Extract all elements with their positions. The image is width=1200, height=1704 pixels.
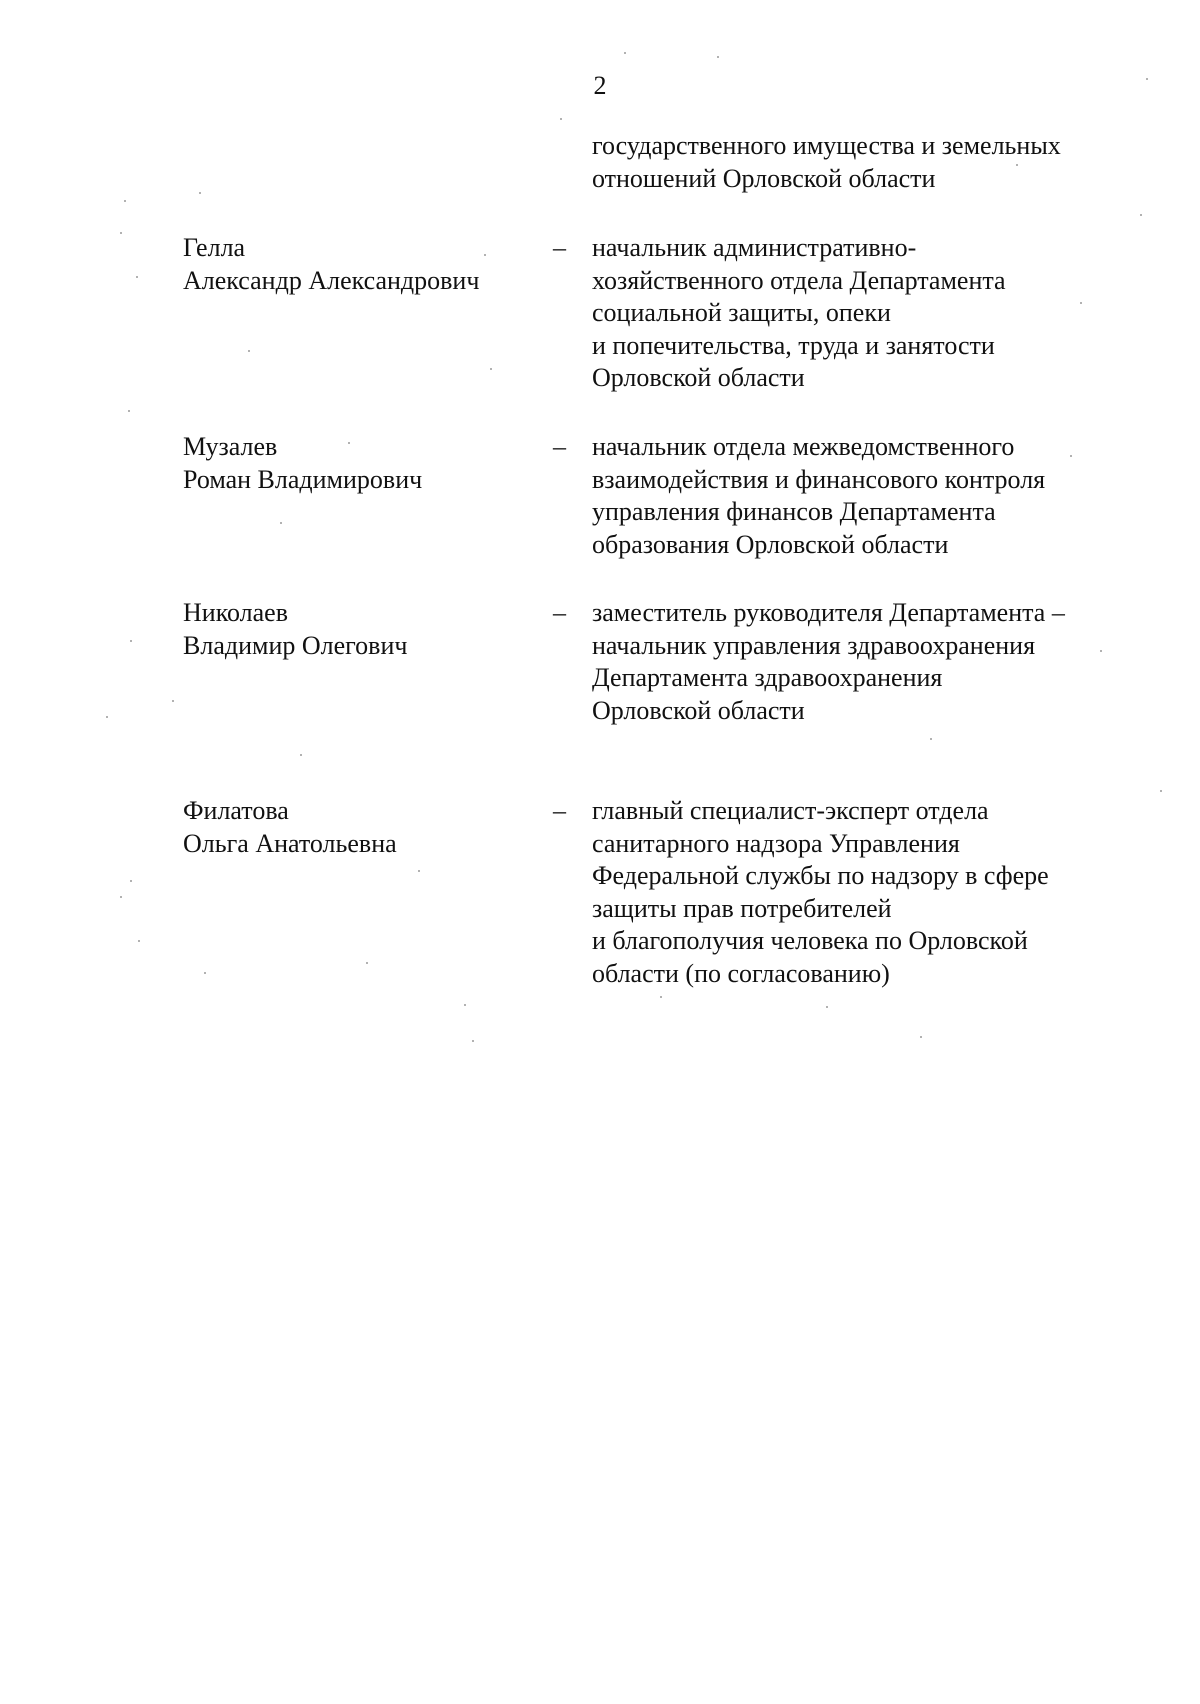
- scan-speck: [930, 738, 932, 740]
- scan-speck: [660, 996, 662, 998]
- position-line: взаимодействия и финансового контроля: [592, 464, 1046, 494]
- position-line: начальник отдела межведомственного: [592, 432, 1015, 461]
- scan-speck: [826, 1006, 828, 1008]
- member-given-names: Владимир Олегович: [183, 630, 408, 660]
- member-position: [592, 431, 1045, 561]
- scan-speck: [120, 896, 122, 898]
- scan-speck: [124, 200, 126, 202]
- position-line: начальник административно-: [592, 233, 917, 262]
- scan-speck: [138, 940, 140, 942]
- position-line: отношений Орловской области: [592, 163, 936, 193]
- scan-speck: [172, 700, 174, 702]
- position-line: хозяйственного отдела Департамента: [592, 265, 1006, 295]
- position-line: государственного имущества и земельных: [592, 131, 1061, 160]
- scan-speck: [1140, 214, 1142, 216]
- scan-speck: [920, 1036, 922, 1038]
- continued-position-text: [592, 130, 1061, 195]
- scan-speck: [484, 254, 486, 256]
- scan-speck: [1080, 302, 1082, 304]
- member-surname: Николаев: [183, 598, 288, 627]
- member-given-names: Александр Александрович: [183, 265, 480, 295]
- member-position: [592, 795, 1049, 990]
- separator-dash: –: [553, 796, 566, 825]
- position-line: и благополучия человека по Орловской: [592, 926, 1028, 955]
- member-name: [183, 232, 479, 297]
- scan-speck: [1016, 164, 1018, 166]
- scan-speck: [624, 52, 626, 54]
- scan-speck: [199, 192, 201, 194]
- position-line: и попечительства, труда и занятости: [592, 330, 995, 360]
- member-name: [183, 795, 397, 860]
- scan-speck: [717, 56, 719, 58]
- member-given-names: Ольга Анатольевна: [183, 828, 397, 858]
- scan-speck: [1146, 78, 1148, 80]
- member-surname: Филатова: [183, 796, 289, 825]
- position-line: защиты прав потребителей: [592, 893, 892, 923]
- member-name: [183, 597, 407, 662]
- scan-speck: [464, 1004, 466, 1006]
- position-line: области (по согласованию): [592, 958, 890, 988]
- member-surname: Музалев: [183, 432, 278, 461]
- position-line: заместитель руководителя Департамента –: [592, 598, 1065, 627]
- position-line: санитарного надзора Управления: [592, 828, 960, 858]
- position-line: Федеральной службы по надзору в сфере: [592, 861, 1049, 890]
- scan-speck: [204, 972, 206, 974]
- scan-speck: [560, 118, 562, 120]
- member-position: [592, 597, 1065, 727]
- scan-speck: [120, 232, 122, 234]
- scan-speck: [280, 522, 282, 524]
- member-surname: Гелла: [183, 233, 246, 262]
- position-line: главный специалист-эксперт отдела: [592, 796, 989, 825]
- scan-speck: [130, 640, 132, 642]
- position-line: Орловской области: [592, 363, 805, 392]
- scan-speck: [348, 442, 350, 444]
- scan-speck: [130, 880, 132, 882]
- member-position: [592, 232, 1006, 395]
- scan-speck: [106, 716, 108, 718]
- scan-speck: [490, 368, 492, 370]
- position-line: социальной защиты, опеки: [592, 298, 891, 327]
- scan-speck: [1070, 455, 1072, 457]
- separator-dash: –: [553, 233, 566, 262]
- member-name: [183, 431, 422, 496]
- scan-speck: [128, 410, 130, 412]
- position-line: образования Орловской области: [592, 529, 949, 559]
- separator-dash: –: [553, 432, 566, 461]
- scan-speck: [418, 870, 420, 872]
- separator-dash: –: [553, 598, 566, 627]
- page-number: 2: [593, 71, 607, 100]
- position-line: начальник управления здравоохранения: [592, 630, 1036, 660]
- position-line: Департамента здравоохранения: [592, 663, 943, 692]
- position-line: Орловской области: [592, 695, 805, 725]
- scan-speck: [136, 276, 138, 278]
- member-given-names: Роман Владимирович: [183, 464, 423, 494]
- scan-speck: [472, 1040, 474, 1042]
- scan-speck: [366, 962, 368, 964]
- position-line: управления финансов Департамента: [592, 497, 996, 526]
- scan-speck: [1100, 650, 1102, 652]
- scan-speck: [300, 754, 302, 756]
- scan-speck: [1160, 790, 1162, 792]
- scan-speck: [248, 350, 250, 352]
